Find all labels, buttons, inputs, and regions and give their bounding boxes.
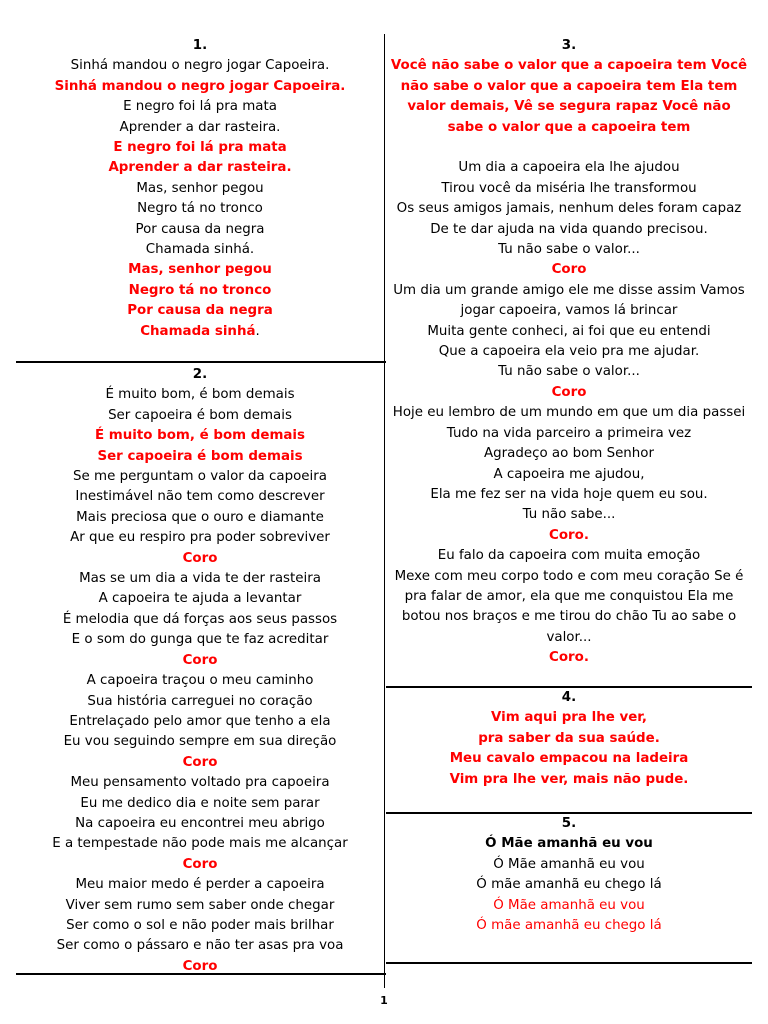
lyric-line: E o som do gunga que te faz acreditar	[71, 632, 329, 648]
lyric-line	[386, 138, 752, 158]
lyric-line: Meu maior medo é perder a capoeira	[75, 877, 325, 893]
lyric-line: De te dar ajuda na vida quando precisou.	[430, 221, 708, 237]
lyric-line: A capoeira me ajudou,	[493, 466, 645, 482]
lyric-line: Tu não sabe o valor...	[498, 364, 640, 380]
song-3	[386, 36, 752, 669]
lyric-line: Mais preciosa que o ouro e diamante	[76, 509, 324, 525]
lyric-line: Mexe com meu corpo todo e com meu coração Se é pra falar de amor, ela que me conquistou Ela me botou nos braços e me tirou do chão Tu ao sabe o valor...	[394, 568, 744, 645]
lyric-line: Eu falo da capoeira com muita emoção	[437, 548, 701, 564]
lyric-line: E a tempestade não pode mais me alcançar	[52, 836, 348, 852]
lyric-line: Ser como o pássaro e não ter asas pra voa	[56, 938, 344, 954]
lyric-line: Tu não sabe o valor...	[498, 242, 640, 258]
lyric-line: Eu vou seguindo sempre em sua direção	[63, 734, 337, 750]
chorus-line: Coro.	[549, 650, 589, 666]
song-2-number: 2.	[192, 367, 208, 382]
lyric-line: Ser capoeira é bom demais	[108, 407, 292, 423]
chorus-line: Mas, senhor pegou	[128, 262, 272, 278]
chorus-line: E negro foi lá pra mata	[113, 140, 287, 156]
chorus-line: Coro	[182, 550, 218, 566]
song-4-lyrics	[386, 708, 752, 790]
section-divider-1-2	[16, 361, 386, 363]
lyric-line: Se me perguntam o valor da capoeira	[73, 469, 327, 485]
song-1-last-red: Chamada sinhá	[140, 323, 256, 339]
chorus-line: Coro	[551, 262, 587, 278]
chorus-line: Sinhá mandou o negro jogar Capoeira.	[54, 78, 346, 94]
page-number: 1	[380, 994, 388, 1007]
song-3-number: 3.	[561, 38, 577, 53]
lyric-line: Os seus amigos jamais, nenhum deles foram capaz	[396, 201, 742, 217]
song-3-chorus: Você não sabe o valor que a capoeira tem Você não sabe o valor que a capoeira tem Ela tem valor demais, Vê se segura rapaz Você não sabe o valor que a capoeira tem	[390, 58, 748, 135]
lyric-line: Hoje eu lembro de um mundo em que um dia passei	[392, 405, 746, 421]
lyric-line: Sua história carreguei no coração	[87, 693, 313, 709]
chorus-line: Negro tá no tronco	[128, 282, 272, 298]
chorus-line: Ser capoeira é bom demais	[97, 448, 303, 464]
lyric-line: É melodia que dá forças aos seus passos	[62, 611, 338, 627]
lyric-line: E negro foi lá pra mata	[123, 99, 277, 115]
lyric-line: Que a capoeira ela veio pra me ajudar.	[438, 344, 700, 360]
lyric-line: Mas, senhor pegou	[136, 180, 264, 196]
lyric-line: Ó mãe amanhã eu chego lá	[476, 877, 662, 893]
section-divider-2-end	[16, 973, 386, 975]
lyric-line: Inestimável não tem como descrever	[75, 489, 325, 505]
section-divider-5-end	[386, 962, 752, 964]
lyric-line: Sinhá mandou o negro jogar Capoeira.	[70, 58, 330, 74]
song-5	[386, 814, 752, 936]
chorus-line: Coro	[182, 754, 218, 770]
song-1-last-period: .	[255, 323, 260, 339]
lyric-line: Negro tá no tronco	[137, 201, 263, 217]
lyric-line: Um dia um grande amigo ele me disse assim Vamos jogar capoeira, vamos lá brincar	[393, 282, 745, 319]
chorus-line: É muito bom, é bom demais	[95, 428, 305, 444]
lyric-line: Ó mãe amanhã eu chego lá	[476, 918, 662, 934]
lyric-line: Ó Mãe amanhã eu vou	[485, 836, 653, 852]
lyric-line: Tudo na vida parceiro a primeira vez	[446, 425, 692, 441]
chorus-line: Meu cavalo empacou na ladeira	[449, 751, 689, 767]
lyric-line: Viver sem rumo sem saber onde chegar	[65, 897, 335, 913]
lyric-line: Tirou você da miséria lhe transformou	[441, 180, 697, 196]
chorus-line: Coro.	[549, 527, 589, 543]
song-5-number: 5.	[561, 816, 577, 831]
lyric-line: Por causa da negra	[135, 221, 265, 237]
lyric-line: Ela me fez ser na vida hoje quem eu sou.	[430, 486, 708, 502]
lyric-line: Um dia a capoeira ela lhe ajudou	[458, 160, 680, 176]
song-1-lyrics	[16, 56, 384, 321]
lyric-line: Entrelaçado pelo amor que tenho a ela	[69, 713, 331, 729]
song-4	[386, 688, 752, 790]
song-3-lyrics	[386, 138, 752, 669]
lyric-line: Ser como o sol e não poder mais brilhar	[66, 917, 334, 933]
lyric-line: Tu não sabe...	[522, 507, 616, 523]
lyric-line: Na capoeira eu encontrei meu abrigo	[75, 815, 325, 831]
chorus-line: Aprender a dar rasteira.	[108, 160, 292, 176]
chorus-line: Vim aqui pra lhe ver,	[490, 710, 648, 726]
lyric-line: Eu me dedico dia e noite sem parar	[80, 795, 320, 811]
chorus-line: Coro	[182, 856, 218, 872]
column-divider	[384, 34, 385, 988]
song-1	[16, 36, 384, 342]
lyric-line: A capoeira te ajuda a levantar	[98, 591, 302, 607]
lyric-line: Chamada sinhá.	[145, 242, 255, 258]
chorus-line: Coro	[551, 384, 587, 400]
chorus-line: pra saber da sua saúde.	[478, 730, 660, 746]
chorus-line: Coro	[182, 958, 218, 974]
song-1-last-line	[16, 322, 384, 342]
lyric-line: A capoeira traçou o meu caminho	[86, 673, 314, 689]
song-5-lyrics	[386, 834, 752, 936]
lyric-line: Agradeço ao bom Senhor	[484, 446, 654, 462]
lyric-line: É muito bom, é bom demais	[105, 387, 295, 403]
lyric-line: Aprender a dar rasteira.	[119, 119, 281, 135]
chorus-line: Vim pra lhe ver, mais não pude.	[449, 771, 689, 787]
song-4-number: 4.	[561, 690, 577, 705]
song-2-lyrics	[16, 385, 384, 977]
chorus-line: Por causa da negra	[127, 303, 273, 319]
song-2	[16, 365, 384, 977]
lyric-line: Muita gente conheci, ai foi que eu entendi	[427, 323, 711, 339]
song-1-number: 1.	[192, 38, 208, 53]
chorus-line: Coro	[182, 652, 218, 668]
lyric-line: Ar que eu respiro pra poder sobreviver	[70, 530, 330, 546]
lyric-line: Ó Mãe amanhã eu vou	[493, 856, 645, 872]
lyric-line: Ó Mãe amanhã eu vou	[493, 897, 645, 913]
lyric-line: Meu pensamento voltado pra capoeira	[70, 775, 330, 791]
lyric-line: Mas se um dia a vida te der rasteira	[79, 571, 321, 587]
